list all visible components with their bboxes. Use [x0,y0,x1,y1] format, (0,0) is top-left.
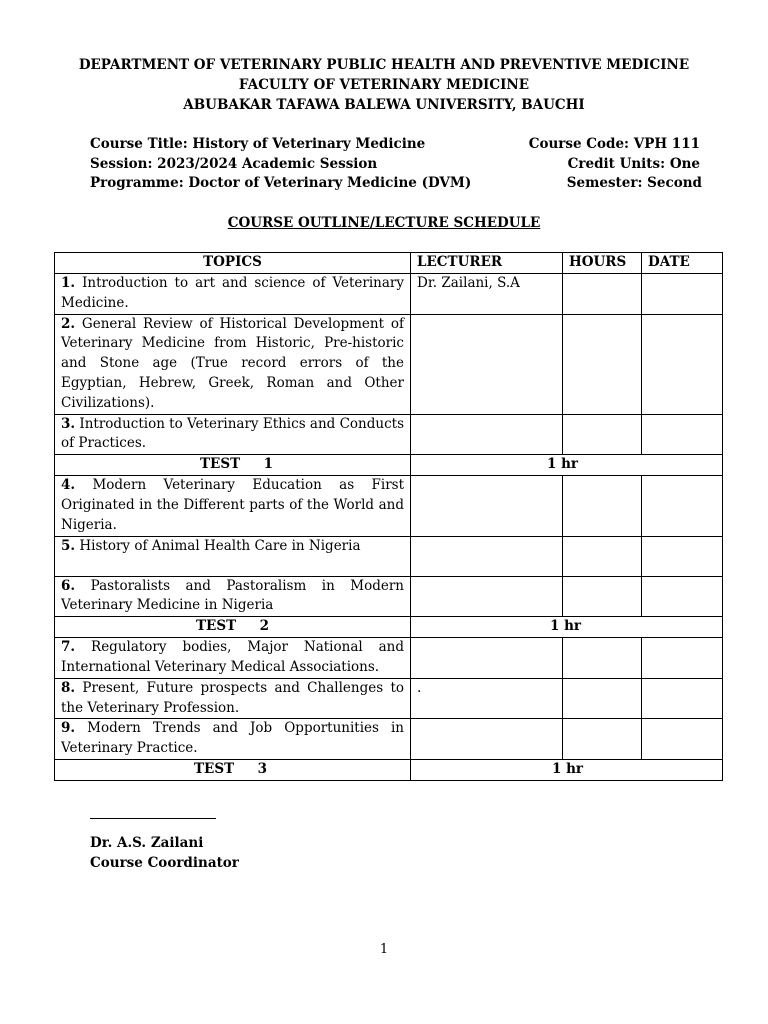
hours-cell [563,678,642,719]
date-cell [642,719,723,760]
hours-cell [563,638,642,679]
table-row [55,314,723,414]
topic-text: History of Animal Health Care in Nigeria [75,537,361,554]
lecturer-cell [411,638,563,679]
topic-text: Present, Future prospects and Challenges to the Veterinary Profession. [61,679,404,716]
hours-cell [563,274,642,315]
department-heading: DEPARTMENT OF VETERINARY PUBLIC HEALTH AND PREVENTIVE MEDICINE [78,57,690,73]
date-cell [642,274,723,315]
date-cell [642,638,723,679]
hours-cell [563,576,642,617]
table-row [55,536,723,576]
topic-number: 4. [61,477,76,494]
topic-text: Modern Veterinary Education as First Originated in the Different parts of the World and Nigeria. [61,477,404,533]
topic-cell [55,414,411,455]
topic-text: Modern Trends and Job Opportunities in Veterinary Practice. [61,720,404,757]
topic-cell [55,314,411,414]
page-number: 1 [379,942,389,957]
credit-units: Credit Units: One [567,156,700,172]
lecturer-cell [411,476,563,536]
topic-number: 2. [61,315,76,332]
lecturer-cell [411,414,563,455]
date-cell [642,576,723,617]
topic-text: General Review of Historical Development of Veterinary Medicine from Historic, Pre-historic and Stone age (True record errors of the Egyptian, Hebrew, Greek, Roman and Other Civilizations). [61,315,404,411]
topics-header: TOPICS [55,253,411,274]
coordinator-role: Course Coordinator [90,855,239,871]
topic-cell [55,638,411,679]
hours-cell [563,476,642,536]
table-row [55,638,723,679]
topic-number: 8. [61,679,76,696]
faculty-heading: FACULTY OF VETERINARY MEDICINE [238,77,530,93]
topic-cell [55,678,411,719]
programme: Programme: Doctor of Veterinary Medicine (DVM) [90,175,472,191]
topic-text: Introduction to Veterinary Ethics and Conducts of Practices. [61,415,404,452]
topic-cell [55,719,411,760]
test-label: TEST 1 [55,455,411,476]
topic-number: 6. [61,577,76,594]
topic-text: Introduction to art and science of Veterinary Medicine. [61,275,404,311]
topic-number: 7. [61,639,76,656]
test-hours: 1 hr [411,617,723,638]
topic-cell [55,576,411,617]
table-row [55,274,723,315]
topic-number: 3. [61,415,76,432]
course-title: Course Title: History of Veterinary Medicine [90,136,426,152]
coordinator-name: Dr. A.S. Zailani [90,835,204,851]
session: Session: 2023/2024 Academic Session [90,156,378,172]
hours-cell [563,719,642,760]
university-heading: ABUBAKAR TAFAWA BALEWA UNIVERSITY, BAUCHI [183,97,585,113]
lecturer-cell: . [411,678,563,719]
test-label: TEST 3 [55,759,411,780]
topic-cell [55,274,411,315]
hours-cell [563,414,642,455]
semester: Semester: Second [566,175,702,191]
test-hours: 1 hr [411,455,723,476]
table-row [55,678,723,719]
table-row [55,576,723,617]
outline-title: COURSE OUTLINE/LECTURE SCHEDULE [227,215,541,231]
test-row [55,617,723,638]
topic-cell [55,476,411,536]
date-cell [642,414,723,455]
lecturer-cell [411,314,563,414]
table-row [55,719,723,760]
table-header-row [55,253,723,274]
date-cell [642,678,723,719]
lecturer-header: LECTURER [411,253,563,274]
test-row [55,759,723,780]
test-row [55,455,723,476]
test-hours: 1 hr [411,759,723,780]
topic-number: 9. [61,720,76,737]
table-row [55,414,723,455]
hours-header: HOURS [563,253,642,274]
topic-cell [55,536,411,576]
signature-line [90,818,216,819]
lecturer-cell [411,576,563,617]
test-label: TEST 2 [55,617,411,638]
lecturer-cell [411,536,563,576]
date-cell [642,536,723,576]
topic-text: Pastoralists and Pastoralism in Modern Veterinary Medicine in Nigeria [61,577,404,614]
hours-cell [563,314,642,414]
hours-cell [563,536,642,576]
date-header: DATE [642,253,723,274]
date-cell [642,476,723,536]
lecturer-cell: Dr. Zailani, S.A [411,274,563,315]
topic-number: 5. [61,537,76,554]
schedule-table [54,252,723,781]
table-row [55,476,723,536]
course-code: Course Code: VPH 111 [528,136,700,152]
topic-text: Regulatory bodies, Major National and International Veterinary Medical Associations. [61,639,404,675]
lecturer-cell [411,719,563,760]
topic-number: 1. [61,275,76,291]
date-cell [642,314,723,414]
